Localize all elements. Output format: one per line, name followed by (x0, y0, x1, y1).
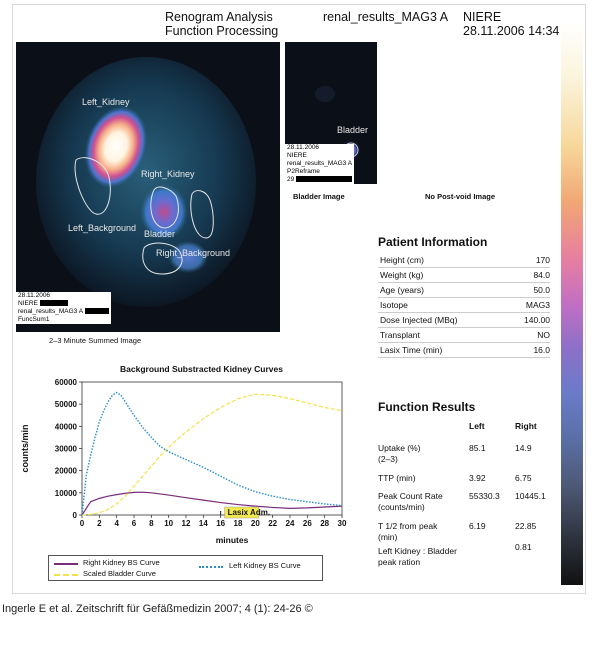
summed-image-caption: 2–3 Minute Summed Image (49, 336, 142, 345)
summed-scan-image (16, 42, 280, 332)
peak-count-label-sub: (counts/min) (378, 502, 425, 512)
x-tick-label: 30 (337, 519, 347, 528)
patient-info-row (378, 283, 550, 298)
series-line-3 (82, 392, 342, 515)
peak-count-label (378, 491, 443, 513)
stamp-frame: FuncSum1 (18, 316, 50, 323)
series-line-2 (82, 394, 342, 515)
y-tick-label: 50000 (54, 400, 77, 410)
uptake-label-main: Uptake (%) (378, 443, 421, 453)
ttp-right-value: 6.75 (515, 473, 532, 483)
function-results-panel (378, 400, 475, 414)
y-tick-label: 40000 (54, 422, 77, 432)
lasix-annotation-label: Lasix Adm. (227, 508, 271, 517)
stamp-name: NIERE (287, 152, 307, 159)
y-tick-label: 60000 (54, 378, 77, 387)
chart-title: Background Substracted Kidney Curves (120, 364, 283, 374)
patient-info-value: MAG3 (525, 300, 550, 310)
series-line-1 (82, 492, 342, 515)
ratio-label-main: Left Kidney : Bladder (378, 546, 457, 556)
thalf-left-value: 6.19 (469, 521, 486, 531)
x-tick-label: 4 (114, 519, 119, 528)
y-axis-label: counts/min (20, 424, 30, 473)
x-tick-label: 2 (97, 519, 102, 528)
patient-info-title: Patient Information (378, 235, 488, 249)
x-tick-label: 20 (250, 519, 260, 528)
stamp-file-text: renal_results_MAG3 A (18, 308, 84, 315)
ratio-label-sub: peak ration (378, 557, 421, 567)
legend-right-kidney: Right Kidney BS Curve (83, 558, 160, 567)
y-tick-label: 30000 (54, 444, 77, 454)
x-tick-label: 8 (149, 519, 154, 528)
patient-info-row (378, 313, 550, 328)
label-bladder: Bladder (144, 229, 176, 239)
postvoid-image-caption: No Post-void Image (425, 192, 496, 201)
y-tick-label: 0 (72, 511, 77, 520)
stamp-name-text: NIERE (18, 300, 38, 307)
patient-name: NIERE (463, 10, 502, 24)
stamp-file: renal_results_MAG3 A (287, 160, 353, 167)
patient-info-value: 50.0 (533, 285, 550, 295)
patient-info-value: 84.0 (533, 270, 550, 280)
x-tick-label: 0 (79, 519, 85, 528)
report-title-line2: Function Processing (165, 24, 279, 38)
y-tick-label: 10000 (54, 488, 77, 498)
legend-left-kidney: Left Kidney BS Curve (229, 561, 301, 570)
x-tick-label: 10 (164, 519, 174, 528)
stamp-redaction (40, 300, 68, 306)
legend-swatch-left-kidney (199, 566, 223, 568)
ratio-value: 0.81 (515, 542, 532, 552)
stamp-name (18, 300, 109, 308)
patient-info-label: Age (years) (380, 285, 424, 295)
x-tick-label: 26 (302, 519, 312, 528)
ratio-label (378, 546, 457, 568)
stamp-date: 28.11.2006 (287, 144, 320, 151)
ttp-label: TTP (min) (378, 473, 416, 483)
peak-count-right-value: 10445.1 (515, 491, 546, 501)
uptake-label (378, 443, 421, 465)
legend-swatch-bladder (54, 574, 78, 576)
patient-info-row (378, 343, 550, 358)
stamp-file (18, 308, 109, 316)
stamp-number-text: 29 (287, 176, 295, 183)
col-right-header: Right (515, 421, 537, 431)
stamp-frame: P2Reframe (287, 168, 320, 175)
scan-stamp (16, 292, 111, 324)
function-results-title: Function Results (378, 400, 476, 414)
citation-footer: Ingerle E et al. Zeitschrift für Gefäßmedizin 2007; 4 (1): 24-26 © (2, 603, 313, 615)
report-datetime: 28.11.2006 14:34 (463, 24, 560, 38)
uptake-right-value: 14.9 (515, 443, 532, 453)
x-tick-label: 6 (131, 519, 137, 528)
label-left-background: Left_Background (68, 223, 137, 233)
x-tick-label: 14 (198, 519, 208, 528)
bladder-stamp (285, 144, 354, 184)
patient-info-value: 16.0 (533, 345, 550, 355)
x-tick-label: 22 (268, 519, 278, 528)
patient-info-label: Isotope (380, 300, 408, 310)
patient-info-row (378, 298, 550, 313)
legend-swatch-right-kidney (54, 563, 78, 565)
x-tick-label: 24 (285, 519, 295, 528)
uptake-left-value: 85.1 (469, 443, 486, 453)
peak-count-left-value: 55330.3 (469, 491, 500, 501)
col-left-header: Left (469, 421, 485, 431)
legend-bladder: Scaled Bladder Curve (83, 569, 156, 578)
bladder-scan-image (285, 42, 377, 184)
label-left-kidney: Left_Kidney (82, 97, 130, 107)
uptake-label-sub: (2–3) (378, 454, 398, 464)
patient-info-label: Lasix Time (min) (380, 345, 443, 355)
y-tick-label: 20000 (54, 466, 77, 476)
stamp-date: 28.11.2006 (18, 292, 51, 299)
patient-info-value: NO (537, 330, 550, 340)
stamp-redaction (85, 308, 109, 314)
stamp-redaction (296, 176, 352, 182)
report-title-line1: Renogram Analysis (165, 10, 273, 24)
stamp-number (287, 176, 352, 184)
ttp-left-value: 3.92 (469, 473, 486, 483)
patient-header (463, 10, 559, 38)
patient-info-panel (378, 235, 550, 355)
patient-info-label: Weight (kg) (380, 270, 424, 280)
patient-info-value: 170 (535, 255, 550, 265)
patient-info-row (378, 268, 550, 283)
patient-info-row (378, 328, 550, 343)
patient-info-row (378, 253, 550, 268)
x-tick-label: 18 (233, 519, 243, 528)
summed-scan-graphic (16, 42, 280, 332)
report-title (165, 10, 278, 38)
patient-info-label: Height (cm) (380, 255, 424, 265)
label-right-background: Right_Background (156, 248, 231, 258)
bladder-image-caption: Bladder Image (293, 192, 345, 201)
x-tick-label: 28 (320, 519, 330, 528)
label-right-kidney: Right_Kidney (141, 169, 195, 179)
patient-info-value: 140.00 (524, 315, 550, 325)
kidney-curves-chart (14, 372, 364, 552)
thalf-label-sub: (min) (378, 532, 398, 542)
patient-info-label: Transplant (380, 330, 420, 340)
thalf-label-main: T 1/2 from peak (378, 521, 438, 531)
thalf-label (378, 521, 437, 543)
patient-info-label: Dose Injected (MBq) (380, 315, 458, 325)
report-filename: renal_results_MAG3 A (323, 10, 449, 24)
label-bladder-image: Bladder (337, 125, 369, 135)
x-tick-label: 12 (181, 519, 191, 528)
x-axis-label: minutes (215, 535, 249, 545)
intensity-color-scale (561, 22, 583, 585)
chart-legend (48, 555, 323, 581)
thalf-right-value: 22.85 (515, 521, 537, 531)
x-tick-label: 16 (216, 519, 226, 528)
peak-count-label-main: Peak Count Rate (378, 491, 443, 501)
